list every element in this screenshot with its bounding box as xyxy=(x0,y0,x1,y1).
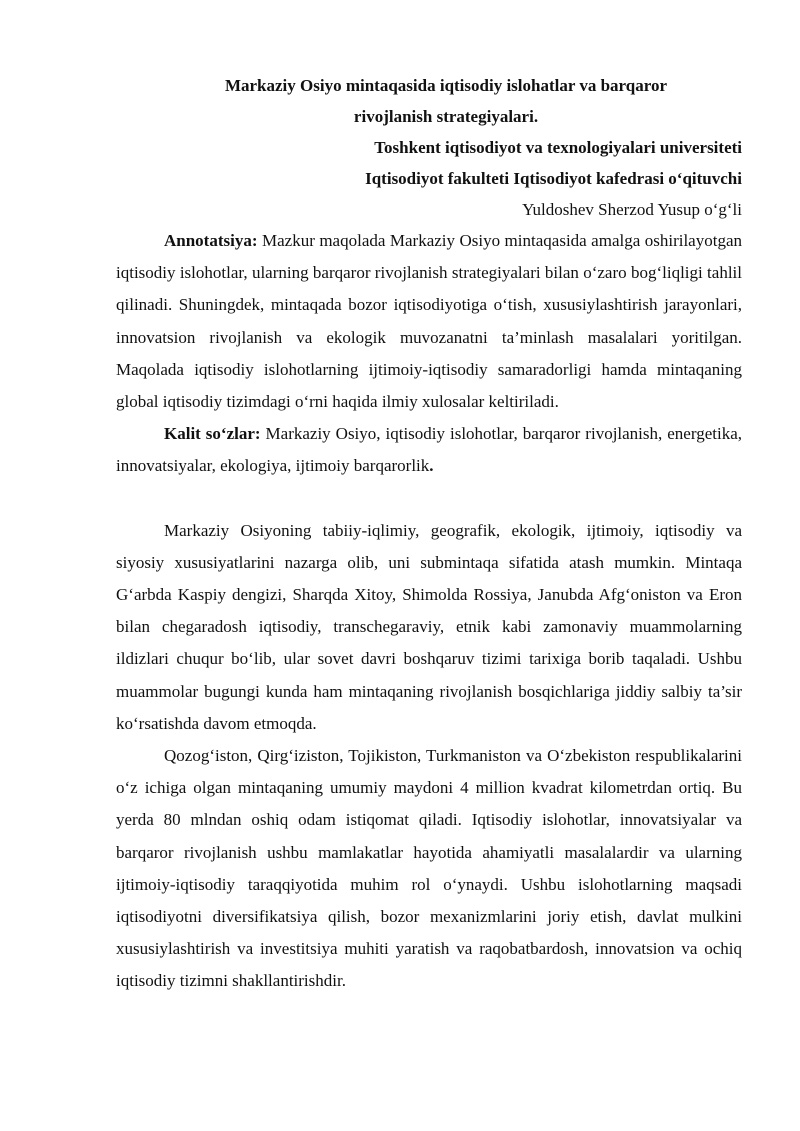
affiliation-university: Toshkent iqtisodiyot va texnologiyalari universiteti xyxy=(374,138,742,157)
section-spacer xyxy=(116,483,742,515)
author-name: Yuldoshev Sherzod Yusup o‘g‘li xyxy=(522,200,742,219)
body-paragraph-2: Qozog‘iston, Qirg‘iziston, Tojikiston, Turkmaniston va O‘zbekiston respublikalarini o‘z ichiga olgan mintaqaning umumiy maydoni 4 million kvadrat kilometrdan ortiq. Bu yerda 80 mlndan oshiq odam istiqomat qiladi. Iqtisodiy islohotlar, innovatsiyalar va barqaror rivojlanish ushbu mamlakatlar hayotida ahamiyatli masalalardir va ularning ijtimoiy-iqtisodiy taraqqiyotida muhim rol o‘ynaydi. Ushbu islohotlarning maqsadi iqtisodiyotni diversifikatsiya qilish, bozor mexanizmlarini joriy etish, davlat mulkini xususiylashtirish va investitsiya muhiti yaratish va raqobatbardosh, innovatsion va ochiq iqtisodiy tizimni shakllantirishdir. xyxy=(116,746,742,991)
keywords xyxy=(116,418,742,482)
keywords-text: Markaziy Osiyo, iqtisodiy islohotlar, barqaror rivojlanish, energetika, innovatsiyalar, ekologiya, ijtimoiy barqarorlik xyxy=(116,424,742,476)
paper-page xyxy=(116,70,742,998)
paper-title: Markaziy Osiyo mintaqasida iqtisodiy islohatlar va barqaror rivojlanish strategiyalari. xyxy=(224,76,668,126)
abstract-text: Mazkur maqolada Markaziy Osiyo mintaqasida amalga oshirilayotgan iqtisodiy islohotlar, ularning barqaror rivojlanish strategiyalari bilan o‘zaro bog‘liqligi tahlil qilinadi. Shuningdek, mintaqada bozor iqtisodiyotiga o‘tish, xususiylashtirish jarayonlari, innovatsion rivojlanish va ekologik muvozanatni ta’minlash masalalari yoritilgan. Maqolada iqtisodiy islohotlarning ijtimoiy-iqtisodiy samaradorligi hamda mintaqaning global iqtisodiy tizimdagi o‘rni haqida ilmiy xulosalar keltiriladi. xyxy=(116,231,742,412)
abstract xyxy=(116,225,742,418)
abstract-label: Annotatsiya: xyxy=(164,231,258,250)
affiliation-department: Iqtisodiyot fakulteti Iqtisodiyot kafedrasi o‘qituvchi xyxy=(365,169,742,188)
keywords-end: . xyxy=(429,456,434,476)
keywords-label: Kalit so‘zlar: xyxy=(164,424,261,444)
body-paragraph-1: Markaziy Osiyoning tabiiy-iqlimiy, geografik, ekologik, ijtimoiy, iqtisodiy va siyosiy xususiyatlarini nazarga olib, uni submintaqa sifatida atash mumkin. Mintaqa G‘arbda Kaspiy dengizi, Sharqda Xitoy, Shimolda Rossiya, Janubda Afg‘oniston va Eron bilan chegaradosh iqtisodiy, transchegaraviy, etnik kabi zamonaviy muammolarning ildizlari chuqur bo‘lib, ular sovet davri boshqaruv tizimi tarixiga borib taqaladi. Ushbu muammolar bugungi kunda ham mintaqaning rivojlanish bosqichlariga jiddiy salbiy ta’sir ko‘rsatishda davom etmoqda. xyxy=(116,520,742,733)
